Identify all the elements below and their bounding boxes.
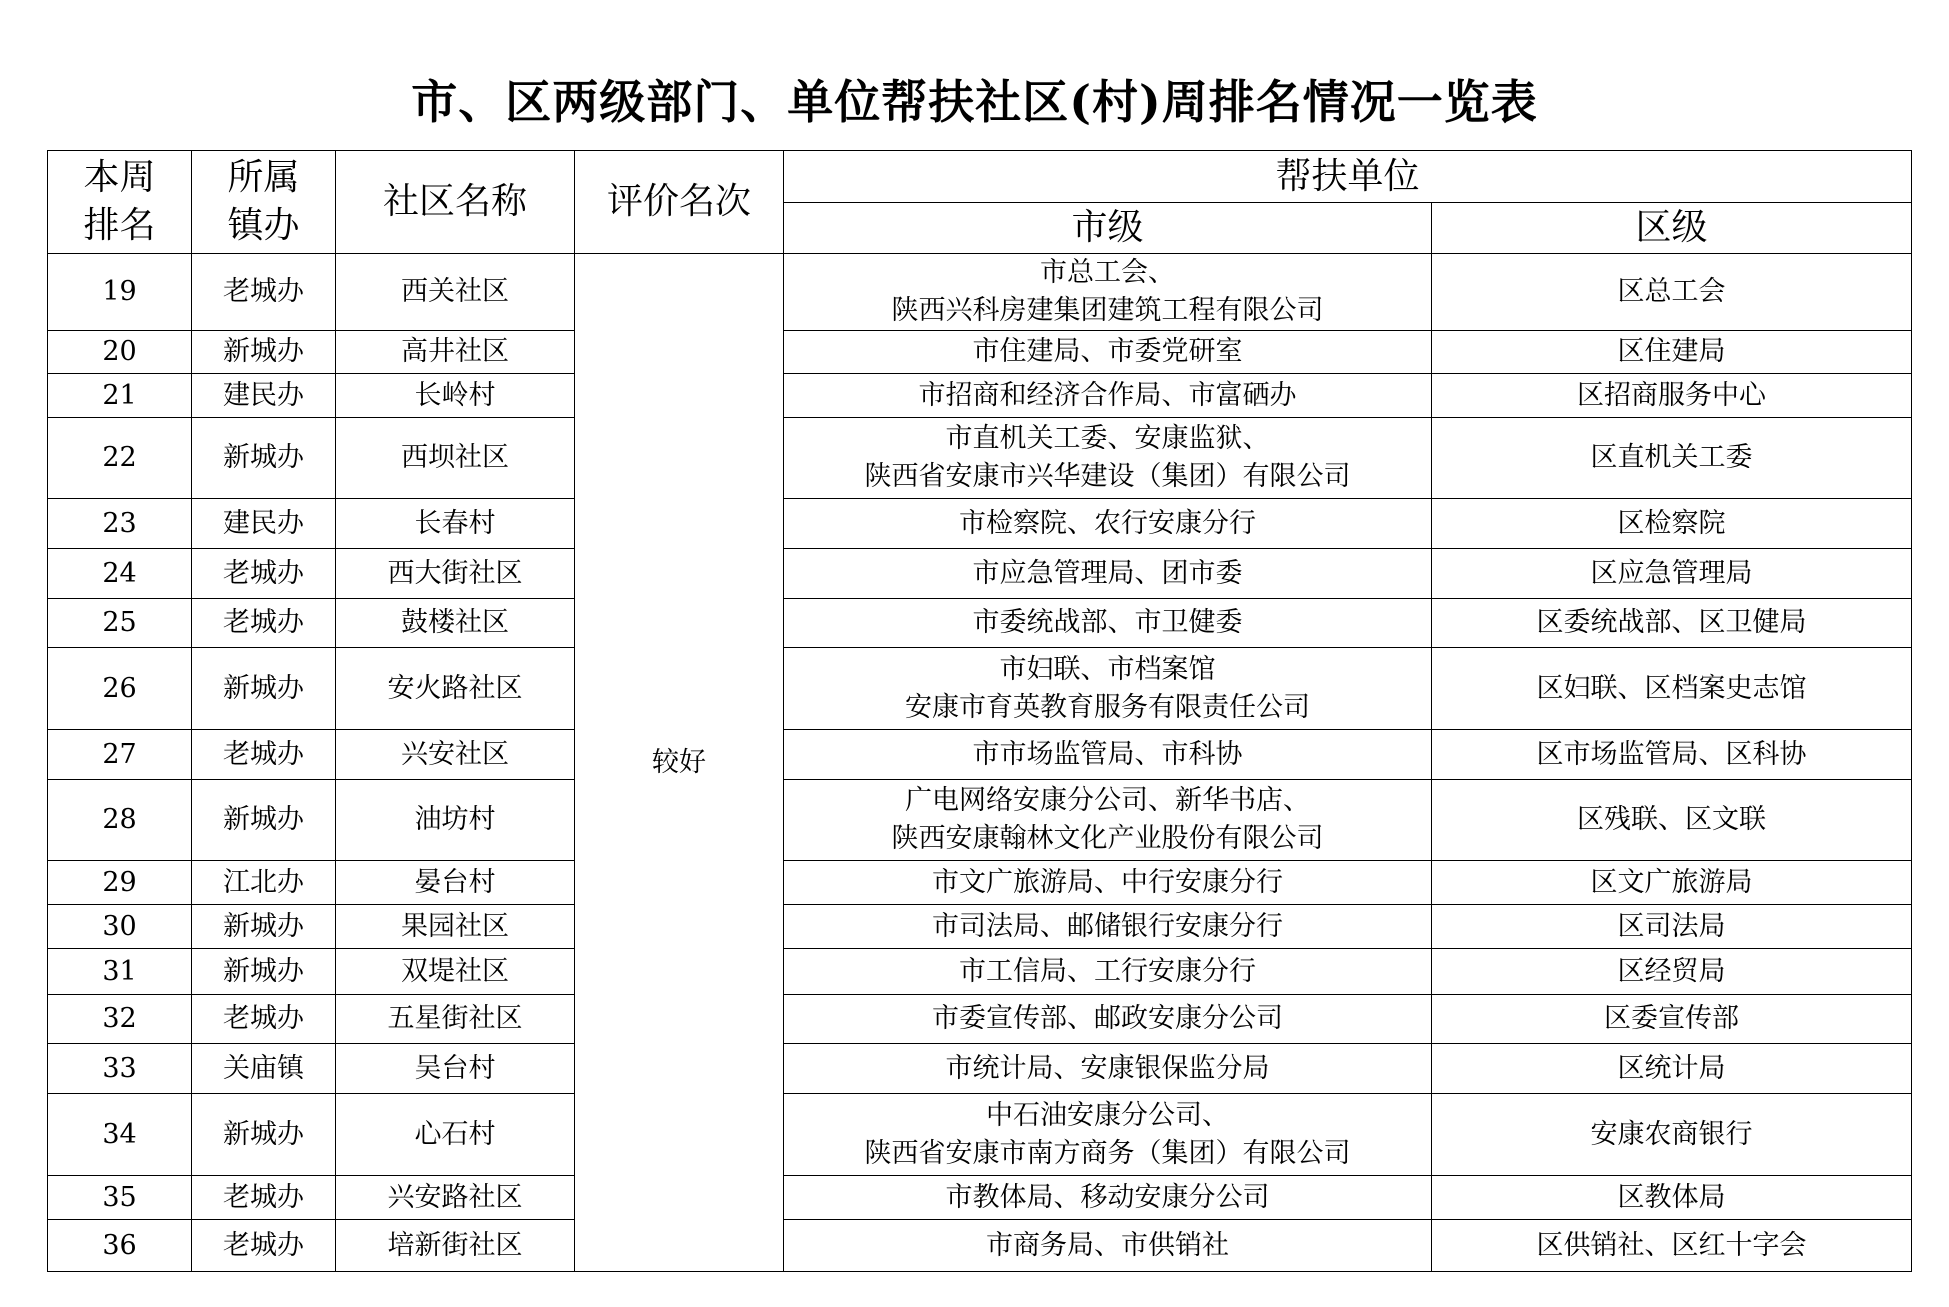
rank-header-line-1: 本周 [83, 157, 156, 198]
town-cell: 老城办 [192, 730, 336, 780]
rank-cell: 26 [48, 648, 192, 730]
city-level-cell [784, 1094, 1432, 1176]
city-level-line: 陕西安康翰林文化产业股份有限公司 [891, 823, 1324, 854]
table-row [48, 549, 1912, 599]
community-cell: 兴安路社区 [336, 1176, 575, 1220]
district-level-cell: 区教体局 [1432, 1176, 1912, 1220]
community-cell: 心石村 [336, 1094, 575, 1176]
city-level-cell [784, 254, 1432, 331]
district-level-cell: 区招商服务中心 [1432, 374, 1912, 418]
table-row [48, 418, 1912, 499]
town-header-line-2: 镇办 [227, 205, 300, 246]
town-cell: 建民办 [192, 374, 336, 418]
town-cell: 新城办 [192, 949, 336, 995]
district-level-cell: 区总工会 [1432, 254, 1912, 331]
city-level-line: 市市场监管局、市科协 [972, 738, 1243, 770]
district-level-cell: 区文广旅游局 [1432, 861, 1912, 905]
town-cell: 老城办 [192, 1176, 336, 1220]
town-cell: 新城办 [192, 331, 336, 374]
district-level-cell: 安康农商银行 [1432, 1094, 1912, 1176]
city-level-cell [784, 949, 1432, 995]
town-cell: 新城办 [192, 418, 336, 499]
city-level-line: 市工信局、工行安康分行 [959, 955, 1256, 987]
community-cell: 长岭村 [336, 374, 575, 418]
rank-cell: 30 [48, 905, 192, 949]
community-cell: 果园社区 [336, 905, 575, 949]
city-level-line: 市检察院、农行安康分行 [959, 507, 1256, 539]
community-cell: 西坝社区 [336, 418, 575, 499]
district-level-cell: 区经贸局 [1432, 949, 1912, 995]
community-cell: 培新街社区 [336, 1220, 575, 1272]
table-row [48, 331, 1912, 374]
community-cell: 长春村 [336, 499, 575, 549]
rank-cell: 21 [48, 374, 192, 418]
city-level-cell [784, 1044, 1432, 1094]
city-level-line: 市直机关工委、安康监狱、 [945, 423, 1270, 454]
table-row [48, 861, 1912, 905]
city-level-cell [784, 995, 1432, 1044]
district-level-cell: 区应急管理局 [1432, 549, 1912, 599]
district-level-cell: 区统计局 [1432, 1044, 1912, 1094]
city-level-cell [784, 905, 1432, 949]
table-row [48, 780, 1912, 861]
ranking-table [47, 150, 1912, 1272]
town-cell: 新城办 [192, 1094, 336, 1176]
community-cell: 五星街社区 [336, 995, 575, 1044]
city-level-line: 安康市育英教育服务有限责任公司 [905, 691, 1310, 723]
district-level-cell: 区司法局 [1432, 905, 1912, 949]
town-header-line-1: 所属 [227, 157, 300, 198]
table-row [48, 905, 1912, 949]
town-cell: 老城办 [192, 549, 336, 599]
rank-cell: 35 [48, 1176, 192, 1220]
table-row [48, 730, 1912, 780]
rank-cell: 24 [48, 549, 192, 599]
evaluation-cell: 较好 [575, 254, 784, 1272]
page-title: 市、区两级部门、单位帮扶社区(村)周排名情况一览表 [411, 75, 1538, 129]
rank-cell: 31 [48, 949, 192, 995]
community-cell: 双堤社区 [336, 949, 575, 995]
city-level-line: 市总工会、 [1040, 257, 1175, 288]
rank-cell: 25 [48, 599, 192, 648]
city-level-line: 市司法局、邮储银行安康分行 [932, 910, 1283, 942]
city-level-cell [784, 1176, 1432, 1220]
header-row-1 [48, 151, 1912, 203]
city-level-line: 陕西省安康市兴华建设（集团）有限公司 [864, 461, 1351, 492]
rank-cell: 19 [48, 254, 192, 331]
town-cell: 老城办 [192, 599, 336, 648]
rank-cell: 36 [48, 1220, 192, 1272]
rank-cell: 28 [48, 780, 192, 861]
table-row [48, 1176, 1912, 1220]
town-header [192, 151, 336, 254]
town-cell: 新城办 [192, 780, 336, 861]
table-row [48, 648, 1912, 730]
town-cell: 关庙镇 [192, 1044, 336, 1094]
town-cell: 老城办 [192, 254, 336, 331]
rank-cell: 27 [48, 730, 192, 780]
table-row [48, 949, 1912, 995]
district-level-cell: 区委统战部、区卫健局 [1432, 599, 1912, 648]
district-level-cell: 区检察院 [1432, 499, 1912, 549]
district-level-cell: 区市场监管局、区科协 [1432, 730, 1912, 780]
city-level-cell [784, 418, 1432, 499]
rank-cell: 33 [48, 1044, 192, 1094]
community-cell: 安火路社区 [336, 648, 575, 730]
city-level-cell [784, 730, 1432, 780]
community-cell: 高井社区 [336, 331, 575, 374]
table-row [48, 1044, 1912, 1094]
town-cell: 老城办 [192, 995, 336, 1044]
district-level-cell: 区妇联、区档案史志馆 [1432, 648, 1912, 730]
town-cell: 建民办 [192, 499, 336, 549]
city-level-cell [784, 780, 1432, 861]
city-level-line: 市招商和经济合作局、市富硒办 [918, 379, 1297, 411]
table-row [48, 599, 1912, 648]
table-row [48, 374, 1912, 418]
city-level-cell [784, 648, 1432, 730]
town-cell: 新城办 [192, 905, 336, 949]
community-cell: 晏台村 [336, 861, 575, 905]
city-level-cell [784, 1220, 1432, 1272]
community-cell: 鼓楼社区 [336, 599, 575, 648]
town-cell: 老城办 [192, 1220, 336, 1272]
community-cell: 兴安社区 [336, 730, 575, 780]
city-level-cell [784, 499, 1432, 549]
support-header: 帮扶单位 [784, 151, 1912, 203]
rank-cell: 32 [48, 995, 192, 1044]
community-cell: 西关社区 [336, 254, 575, 331]
evaluation-header: 评价名次 [575, 151, 784, 254]
rank-cell: 20 [48, 331, 192, 374]
district-level-cell: 区委宣传部 [1432, 995, 1912, 1044]
town-cell: 新城办 [192, 648, 336, 730]
city-level-line: 陕西兴科房建集团建筑工程有限公司 [891, 295, 1324, 326]
community-cell: 西大街社区 [336, 549, 575, 599]
city-level-cell [784, 599, 1432, 648]
table-row [48, 995, 1912, 1044]
city-level-line: 中石油安康分公司、 [986, 1099, 1229, 1131]
rank-cell: 34 [48, 1094, 192, 1176]
city-level-line: 市委宣传部、邮政安康分公司 [932, 1003, 1283, 1034]
city-level-line: 市统计局、安康银保监分局 [945, 1052, 1270, 1084]
city-level-cell [784, 549, 1432, 599]
rank-header [48, 151, 192, 254]
district-level-cell: 区直机关工委 [1432, 418, 1912, 499]
city-level-line: 市妇联、市档案馆 [999, 653, 1216, 685]
table-row [48, 499, 1912, 549]
district-level-cell: 区残联、区文联 [1432, 780, 1912, 861]
rank-cell: 23 [48, 499, 192, 549]
district-level-cell: 区住建局 [1432, 331, 1912, 374]
rank-header-line-2: 排名 [83, 205, 156, 246]
city-level-line: 市委统战部、市卫健委 [972, 607, 1243, 638]
city-level-line: 陕西省安康市南方商务（集团）有限公司 [864, 1137, 1351, 1169]
rank-cell: 22 [48, 418, 192, 499]
city-level-line: 市住建局、市委党研室 [972, 336, 1243, 367]
rank-cell: 29 [48, 861, 192, 905]
city-level-header: 市级 [784, 203, 1432, 254]
city-level-line: 广电网络安康分公司、新华书店、 [905, 785, 1310, 816]
community-header: 社区名称 [336, 151, 575, 254]
city-level-line: 市教体局、移动安康分公司 [945, 1181, 1270, 1213]
district-level-cell: 区供销社、区红十字会 [1432, 1220, 1912, 1272]
city-level-cell [784, 331, 1432, 374]
table-row [48, 1094, 1912, 1176]
district-level-header: 区级 [1432, 203, 1912, 254]
town-cell: 江北办 [192, 861, 336, 905]
table-row [48, 254, 1912, 331]
city-level-line: 市应急管理局、团市委 [972, 557, 1243, 589]
city-level-cell [784, 374, 1432, 418]
community-cell: 油坊村 [336, 780, 575, 861]
city-level-cell [784, 861, 1432, 905]
table-row [48, 1220, 1912, 1272]
city-level-line: 市文广旅游局、中行安康分行 [932, 866, 1283, 898]
city-level-line: 市商务局、市供销社 [986, 1229, 1229, 1261]
community-cell: 吴台村 [336, 1044, 575, 1094]
